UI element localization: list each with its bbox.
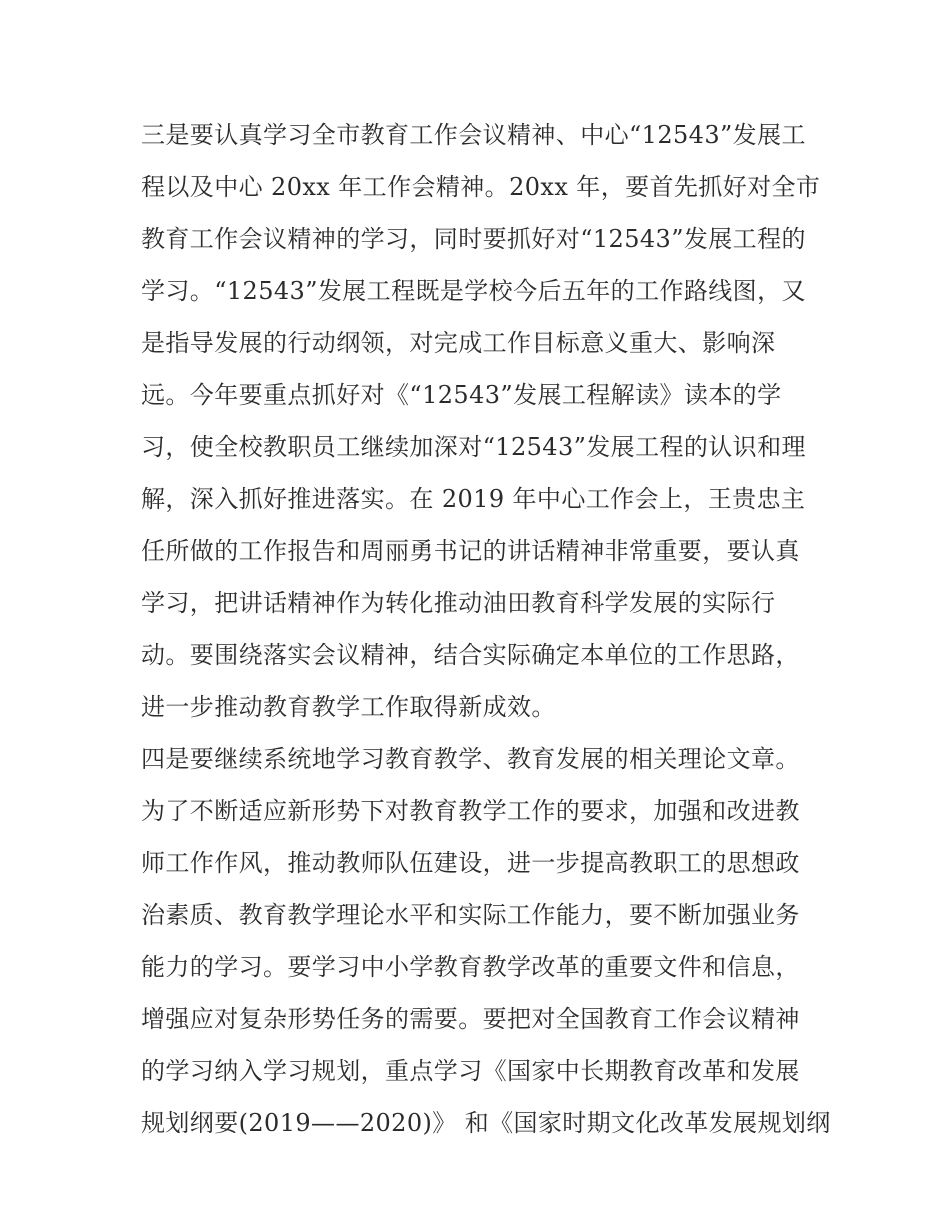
text-line: 程以及中心 20xx 年工作会精神。20xx 年，要首先抓好对全市 xyxy=(141,173,821,201)
body-text xyxy=(141,109,831,1149)
text-line: 教育工作会议精神的学习，同时要抓好对“12543”发展工程的 xyxy=(141,225,806,253)
text-line: 增强应对复杂形势任务的需要。要把对全国教育工作会议精神 xyxy=(141,1005,800,1033)
text-line: 学习。“12543”发展工程既是学校今后五年的工作路线图，又 xyxy=(141,277,806,305)
text-line: 规划纲要(2019——2020)》 和《国家时期文化改革发展规划纲 xyxy=(141,1109,831,1137)
text-line: 学习，把讲话精神作为转化推动油田教育科学发展的实际行 xyxy=(141,589,776,617)
text-line: 任所做的工作报告和周丽勇书记的讲话精神非常重要，要认真 xyxy=(141,537,800,565)
text-line: 动。要围绕落实会议精神，结合实际确定本单位的工作思路， xyxy=(141,641,800,669)
text-line: 解，深入抓好推进落实。在 2019 年中心工作会上，王贵忠主 xyxy=(141,485,806,513)
text-line: 三是要认真学习全市教育工作会议精神、中心“12543”发展工 xyxy=(141,121,806,149)
text-line: 治素质、教育教学理论水平和实际工作能力，要不断加强业务 xyxy=(141,901,800,929)
text-line: 为了不断适应新形势下对教育教学工作的要求，加强和改进教 xyxy=(141,797,800,825)
text-line: 四是要继续系统地学习教育教学、教育发展的相关理论文章。 xyxy=(141,745,800,773)
text-line: 进一步推动教育教学工作取得新成效。 xyxy=(141,693,556,721)
text-line: 习，使全校教职员工继续加深对“12543”发展工程的认识和理 xyxy=(141,433,806,461)
text-line: 的学习纳入学习规划，重点学习《国家中长期教育改革和发展 xyxy=(141,1057,800,1085)
text-line: 师工作作风，推动教师队伍建设，进一步提高教职工的思想政 xyxy=(141,849,800,877)
text-line: 能力的学习。要学习中小学教育教学改革的重要文件和信息， xyxy=(141,953,800,981)
text-line: 是指导发展的行动纲领，对完成工作目标意义重大、影响深 xyxy=(141,329,776,357)
text-line: 远。今年要重点抓好对《“12543”发展工程解读》读本的学 xyxy=(141,381,782,409)
